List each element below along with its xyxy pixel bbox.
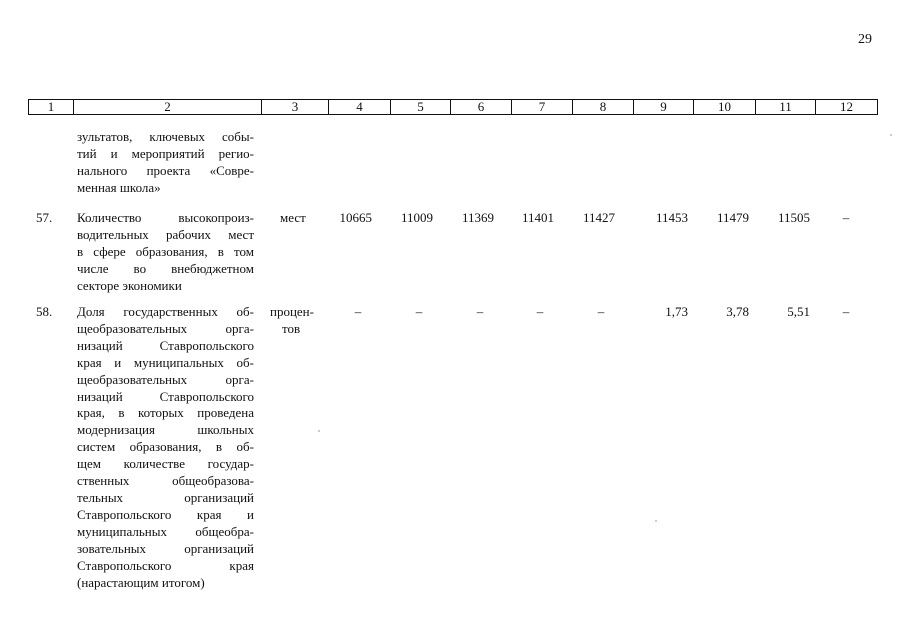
row-57-value-col9: 11453 [655,210,688,225]
row-58-value-col5: – [415,304,423,319]
header-col-3: 3 [262,100,329,114]
row-58-value-col11: 5,51 [787,304,810,319]
continuation-line: тий и мероприятий регио- [77,145,254,161]
description-line: низаций Ставропольского [77,337,254,353]
description-line: водительных рабочих мест [77,226,254,242]
row-57-value-col7: 11401 [521,210,554,225]
description-line: Доля государственных об- [77,304,254,319]
row-58-value-col12: – [842,304,850,319]
description-line: низаций Ставропольского [77,388,254,404]
description-line: в сфере образования, в том [77,243,254,259]
unit-line: тов [282,320,301,336]
row-57-value-col11: 11505 [777,210,810,225]
scan-speck [890,134,892,136]
header-col-9: 9 [634,100,694,114]
scan-speck [655,520,657,522]
description-line: Количество высокопроиз- [77,210,254,225]
table-header [28,99,878,115]
row-58-value-col10: 3,78 [726,304,749,319]
description-line: Ставропольского края и [77,506,254,522]
header-col-12: 12 [840,99,853,114]
scan-speck [318,430,320,432]
header-col-5: 5 [391,100,451,114]
row-57-value-col8: 11427 [582,210,615,225]
continuation-line: зультатов, ключевых собы- [77,129,254,144]
row-57-value-col6: 11369 [461,210,494,225]
header-col-2: 2 [74,100,262,114]
row-57-value-col5: 11009 [400,210,433,225]
row-57-unit: мест [280,210,306,225]
description-line: муниципальных общеобра- [77,523,254,539]
row-57-description [77,210,254,295]
description-line: зовательных организаций [77,540,254,556]
description-line: щеобразовательных орга- [77,320,254,336]
header-col-10: 10 [694,100,756,114]
description-line: края и муниципальных об- [77,354,254,370]
unit-line: процен- [270,304,314,319]
continuation-line: менная школа» [77,179,161,195]
header-col-6: 6 [451,100,512,114]
description-line: числе во внебюджетном [77,260,254,276]
header-col-4: 4 [329,100,391,114]
row-58-unit [270,304,330,338]
description-line: секторе экономики [77,277,182,293]
row-57-number: 57. [36,210,53,225]
page-number: 29 [858,32,872,47]
description-line: ственных общеобразова- [77,473,254,489]
description-line: щем количестве государ- [77,456,254,472]
description-line: щеобразовательных орга- [77,371,254,387]
header-col-8: 8 [573,100,634,114]
row-58-value-col6: – [476,304,484,319]
row-57-value-col12: – [842,210,850,225]
description-line: систем образования, в об- [77,439,254,455]
row-58-number: 58. [36,304,53,319]
row-58-description [77,304,254,591]
row-57-value-col4: 10665 [339,210,372,225]
description-line: тельных организаций [77,489,254,505]
description-line: Ставропольского края [77,557,254,573]
description-line: края, в которых проведена [77,405,254,421]
header-col-11: 11 [756,100,816,114]
continuation-text [77,129,254,197]
row-58-value-col7: – [536,304,544,319]
row-58-value-col4: – [354,304,362,319]
row-58-value-col9: 1,73 [665,304,688,319]
row-57-value-col10: 11479 [716,210,749,225]
header-col-1: 1 [29,100,74,114]
description-line: (нарастающим итогом) [77,574,205,590]
row-58-value-col8: – [597,304,605,319]
header-col-7: 7 [512,100,573,114]
description-line: модернизация школьных [77,422,254,438]
continuation-line: нального проекта «Совре- [77,162,254,178]
